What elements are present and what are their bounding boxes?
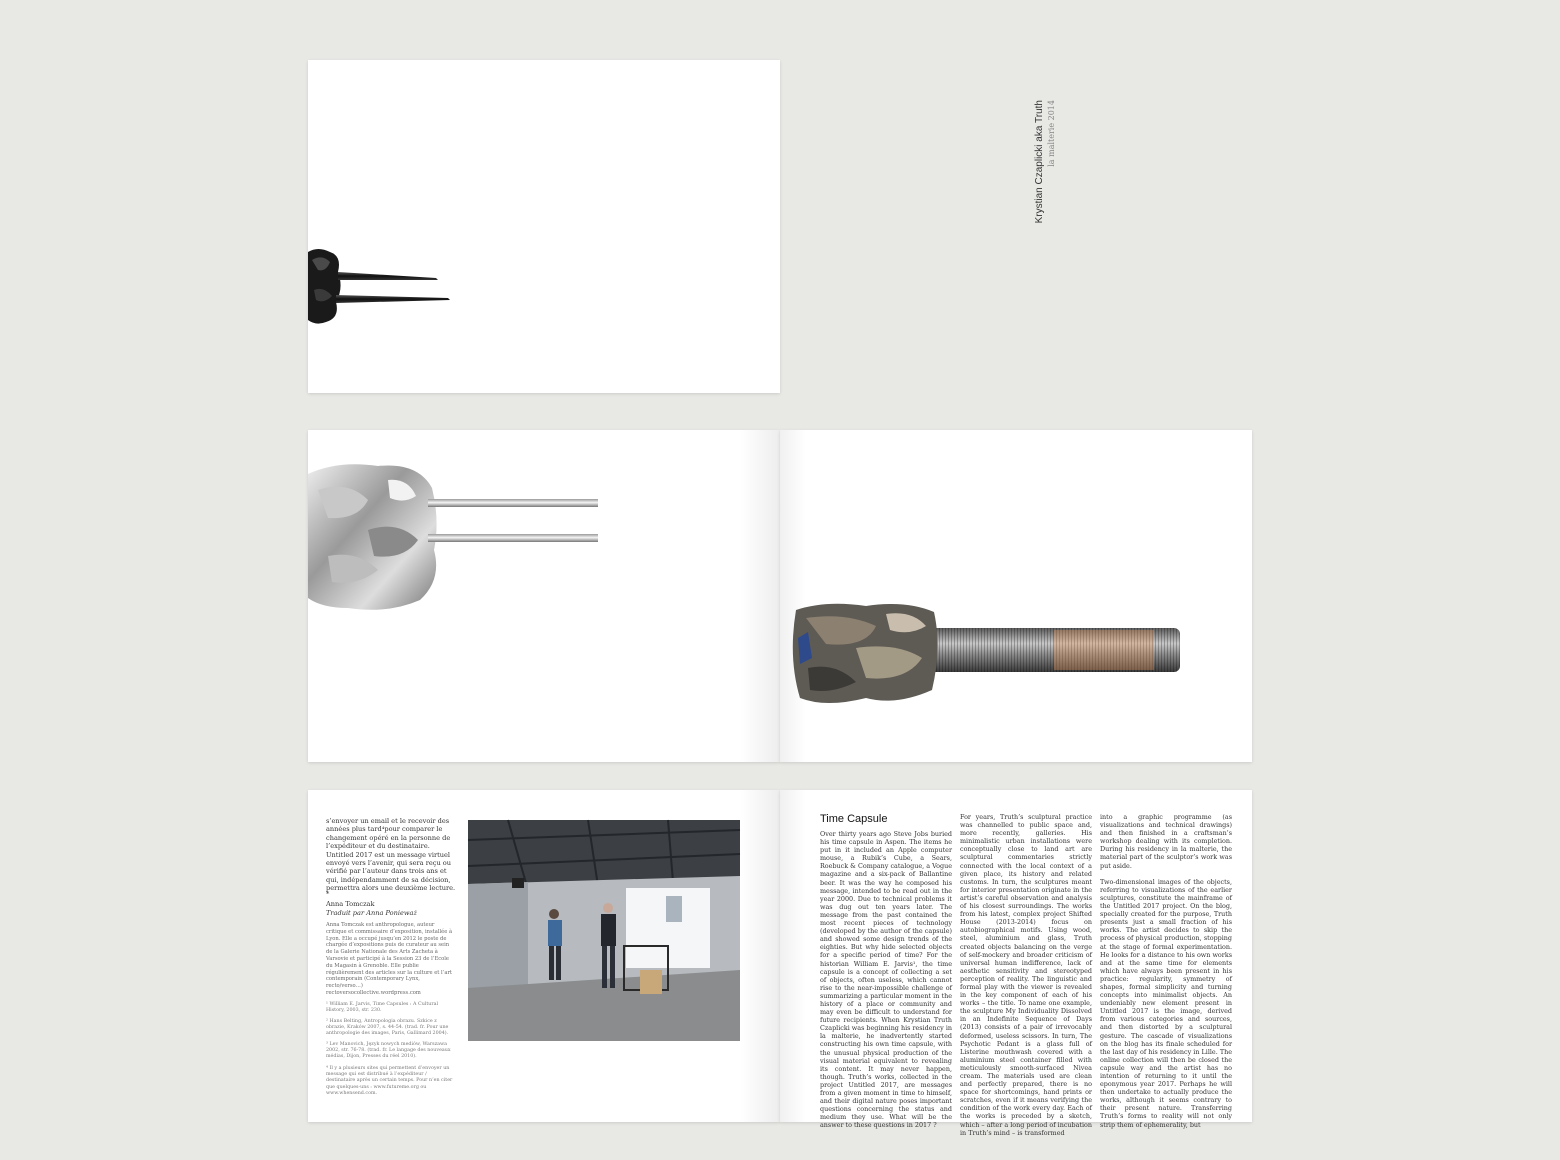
footnote-4: ⁴ Il y a plusieurs sites qui permettent d’envoyer un message qui est distribué à l’expéditeur / destinataire après un certain temps. Pour n’en citer que quelques-uns : www.futureme.org ou www.whensend.com. <box>326 1066 453 1096</box>
venue-year: la malterie 2014 <box>1047 100 1056 167</box>
article-column-1: Over thirty years ago Steve Jobs buried his time capsule in Aspen. The items he put in it included an Apple computer mouse, a Rubik’s Cube, a Sears, Roebuck & Company catalogue, a Vogue magazine and a six-pack of Ballantine beer. It was the way he composed his message, intended to be read out in the year 2000. Due to technical problems it was dug out ten years later. The message from the past contained the most recent pieces of technology (developed by the author of the capsule) and showed some design trends of the eighties. But why hide selected objects for a specific period of time? For the historian William E. Jarvis¹, the time capsule is a concept of collecting a set of objects, often useless, which cannot rise to the near-impossible challenge of summarizing a particular moment in the history of a place or community and may even be difficult to understand for future recipients. When Krystian Truth Czaplicki was beginning his residency in la malterie, he inadvertently started constructing his own time capsule, with the unusual physical production of the visual material equivalent to revealing its content. It may never happen, though. Truth’s works, collected in the project Untitled 2017, are messages from a given moment in time to himself, and their digital nature poses important questions concerning the status and medium they use. What will be the answer to these questions in 2017 ? <box>820 830 952 1130</box>
footnote-3: ³ Lev Manovich, Język nowych mediów, Warszawa 2002, str. 76-78. (trad. fr. Le langage des nouveaux médias, Dijon, Presses du réel 2010). <box>326 1042 451 1060</box>
gutter-shadow <box>740 430 780 762</box>
artist-name: Krystian Czaplicki aka Truth <box>1034 100 1045 224</box>
separator: * <box>326 890 330 898</box>
exhibition-photo <box>468 820 740 1041</box>
footnote-2: ² Hans Belting, Antropologia obrazu. Szkice z obrazie, Kraków 2007, s. 44-54. (trad. fr. Pour une anthropologie des images, Paris, Gallimard 2004). <box>326 1019 449 1037</box>
author-name: Anna Tomczak <box>326 900 375 908</box>
spread3-left-page <box>308 790 780 1122</box>
french-body-text: s’envoyer un email et le recevoir des années plus tard⁴pour comparer le changement opéré en la personne de l’expéditeur et du destinataire. Untitled 2017 est un message virtuel envoyé vers l’avenir, qui sera reçu ou vérifié par l’auteur dans trois ans et qui, indépendamment de sa décision, permettra alors une deuxième lecture. <box>326 817 456 893</box>
fork-sculpture-image <box>308 246 468 336</box>
article-column-2: For years, Truth’s sculptural practice was channelled to public space and, more recently, galleries. His minimalistic urban installations were conceptually close to land art are sculptural commentaries strictly connected with the local context of a given place, its history and related customs. In turn, the sculptures meant for interior presentation originate in the artist’s careful observation and analysis of his closest surroundings. The works from his latest, complex project Shifted House (2013-2014) focus on autobiographical motifs. Using wood, steel, aluminium and glass, Truth created objects balancing on the verge of self-mockery and broader criticism of universal human indifference, lack of aesthetic sensitivity and stereotyped perception of reality. The linguistic and formal play with the viewer is revealed in the key component of each of his works – the title. To name one example, the sculpture My Individuality Dissolved in an Indefinite Sequence of Days (2013) consists of a pair of irrevocably deformed, useless scissors. In turn, The Psychotic Pedant is a glass full of Listerine mouthwash covered with a aluminium steel container filled with meticulously smooth-surfaced Nivea cream. The materials used are clean and perfectly prepared, there is no space for shortcomings, hand prints or scratches, even if it means verifying the condition of the work every day. Each of the works is preceded by a sketch, which – after a long period of incubation in Truth’s mind – is transformed <box>960 813 1092 1137</box>
spread2-left-page <box>308 430 780 762</box>
gutter-shadow <box>740 790 780 1122</box>
compressed-sculpture-image <box>786 598 1206 718</box>
cover-page <box>308 60 1056 393</box>
spread2-right-page <box>780 430 1252 762</box>
cover-vertical-title <box>1034 100 1094 380</box>
footnote-1: ¹ William E. Jarvis, Time Capsules : A Cultural History, 2003, str. 230. <box>326 1002 439 1014</box>
spread3-right-page <box>780 790 1252 1137</box>
foil-sculpture-image <box>308 460 608 640</box>
article-title: Time Capsule <box>820 813 888 825</box>
translator-credit: Traduit par Anna Ponieważ <box>326 909 417 917</box>
author-bio: Anna Tomczak est anthropologue, auteur critique et commissaire d’exposition, installée à Lyon. Elle a occupé jusqu’en 2012 le poste de chargée d’expositions puis de curateur au sein de la Galerie Nationale des Arts Zacheta à Varsovie et participé à la Session 23 de l’Ecole du Magasin à Grenoble. Elle publie régulièrement des articles sur la culture et l’art contemporain (Contemporary Lynx, recto/verso…) rectoversocollective.wordpress.com <box>326 922 453 996</box>
article-column-3: into a graphic programme (as visualizations and technical drawings) and then finished in a craftsman’s workshop dealing with its completion. During his residency in la malterie, the material part of the sculptor’s work was put aside. Two-dimensional images of the objects, referring to visualizations of the earlier sculptures, constitute the mainframe of the Untitled 2017 project. On the blog, specially created for the purpose, Truth presents just a small fraction of his works. The artist decides to skip the process of physical production, stopping at the stage of formal experimentation. He looks for a distance to his own works and at the same time for elements which have always been present in his practice: regularity, symmetry of shapes, formal simplicity and turning concepts into minimalist objects. An undeniably new element present in Untitled 2017 is the image, derived from various categories and sources, and then distorted by a sculptural gesture. The cascade of visualizations on the blog has its finale scheduled for the last day of his residency in Lille. The online collection will then be closed the capsule way and the artist has no intention of returning to it until the eponymous year 2017. Perhaps he will then undertake to actually produce the works, although it seems contrary to their present nature. Transferring Truth’s forms to reality will not only strip them of ephemerality, but <box>1100 813 1232 1129</box>
gutter-shadow <box>780 790 806 1122</box>
